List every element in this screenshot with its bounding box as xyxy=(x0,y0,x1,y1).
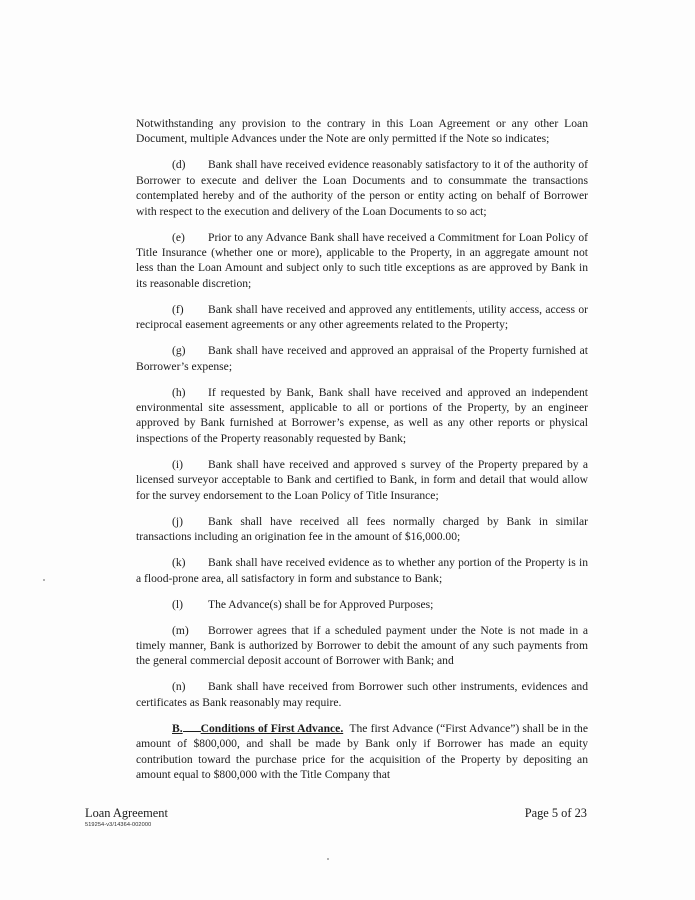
condition-item-label: (g) xyxy=(172,344,186,358)
condition-item-label: (n) xyxy=(172,680,186,694)
document-code: 519254-v3/14364-002000 xyxy=(85,822,152,828)
condition-item xyxy=(136,302,588,333)
condition-item-label: (l) xyxy=(172,597,183,611)
condition-item xyxy=(136,555,588,586)
condition-item-label: (k) xyxy=(172,556,186,570)
condition-item-text: Bank shall have received evidence reasonably satisfactory to it of the authority of Borrower to execute and deliver the Loan Documents and to consummate the transactions contemplated hereby and of the authority of the person or entity acting on behalf of Borrower with respect to the execution and delivery of the Loan Documents to so act; xyxy=(136,158,588,218)
condition-item-text: Bank shall have received and approved s survey of the Property prepared by a licensed surveyor acceptable to Bank and certified to Bank, in form and detail that would allow for the survey endorsement to the Loan Policy of Title Insurance; xyxy=(136,457,588,502)
condition-item xyxy=(136,457,588,503)
footer-title: Loan Agreement xyxy=(85,806,168,820)
conditions-list xyxy=(136,157,588,710)
condition-item xyxy=(136,679,588,710)
section-b-underline-gap xyxy=(183,721,201,732)
condition-item-text: Bank shall have received and approved an appraisal of the Property furnished at Borrower’s expense; xyxy=(136,344,588,373)
condition-item-label: (h) xyxy=(172,385,186,399)
condition-item-label: (e) xyxy=(172,230,185,244)
document-body xyxy=(136,116,588,793)
condition-item xyxy=(136,514,588,545)
section-b-text: The first Advance (“First Advance”) shall be in the amount of $800,000, and shall be made by Bank only if Borrower has made an equity contribution toward the purchase price for the acquisition of the Property by depositing an amount equal to $800,000 with the Title Company that xyxy=(136,721,588,781)
condition-item-text: The Advance(s) shall be for Approved Purposes; xyxy=(208,597,434,611)
condition-item-text: Borrower agrees that if a scheduled payment under the Note is not made in a timely manner, Bank is authorized by Borrower to debit the amount of any such payments from the general commercial deposit account of Borrower with Bank; and xyxy=(136,623,588,668)
condition-item-text: Bank shall have received evidence as to whether any portion of the Property is in a flood-prone area, all satisfactory in form and substance to Bank; xyxy=(136,556,588,585)
condition-item xyxy=(136,623,588,669)
condition-item-label: (f) xyxy=(172,302,184,316)
condition-item-text: Prior to any Advance Bank shall have received a Commitment for Loan Policy of Title Insurance (whether one or more), applicable to the Property, in an aggregate amount not less than the Loan Amount and subject only to such title exceptions as are approved by Bank in its reasonable discretion; xyxy=(136,230,588,290)
section-b-title: Conditions of First Advance. xyxy=(200,721,344,735)
scan-speck xyxy=(466,301,467,302)
condition-item-text: Bank shall have received from Borrower such other instruments, evidences and certificates as Bank reasonably may require. xyxy=(136,680,588,709)
condition-item-label: (j) xyxy=(172,514,183,528)
condition-item-text: If requested by Bank, Bank shall have received and approved an independent environmental site assessment, applicable to all or portions of the Property, by an engineer approved by Bank furnished at Borrower’s expense, as well as any other reports or physical inspections of the Property reasonably requested by Bank; xyxy=(136,385,588,445)
scan-speck xyxy=(43,579,45,581)
condition-item xyxy=(136,230,588,292)
section-b-letter: B. xyxy=(172,721,183,735)
page-number: Page 5 of 23 xyxy=(524,806,587,820)
condition-item xyxy=(136,157,588,219)
condition-item-label: (d) xyxy=(172,158,186,172)
condition-item-text: Bank shall have received all fees normally charged by Bank in similar transactions including an origination fee in the amount of $16,000.00; xyxy=(136,514,588,544)
condition-item-label: (i) xyxy=(172,457,183,471)
condition-item xyxy=(136,343,588,374)
intro-paragraph: Notwithstanding any provision to the contrary in this Loan Agreement or any other Loan Document, multiple Advances under the Note are only permitted if the Note so indicates; xyxy=(136,117,588,146)
condition-item-label: (m) xyxy=(172,623,189,637)
section-b-paragraph xyxy=(136,721,588,783)
condition-item xyxy=(136,385,588,447)
condition-item-text: Bank shall have received and approved any entitlements, utility access, access or reciprocal easement agreements or any other agreements related to the Property; xyxy=(136,302,588,332)
scan-speck xyxy=(327,858,329,860)
condition-item xyxy=(136,597,588,612)
